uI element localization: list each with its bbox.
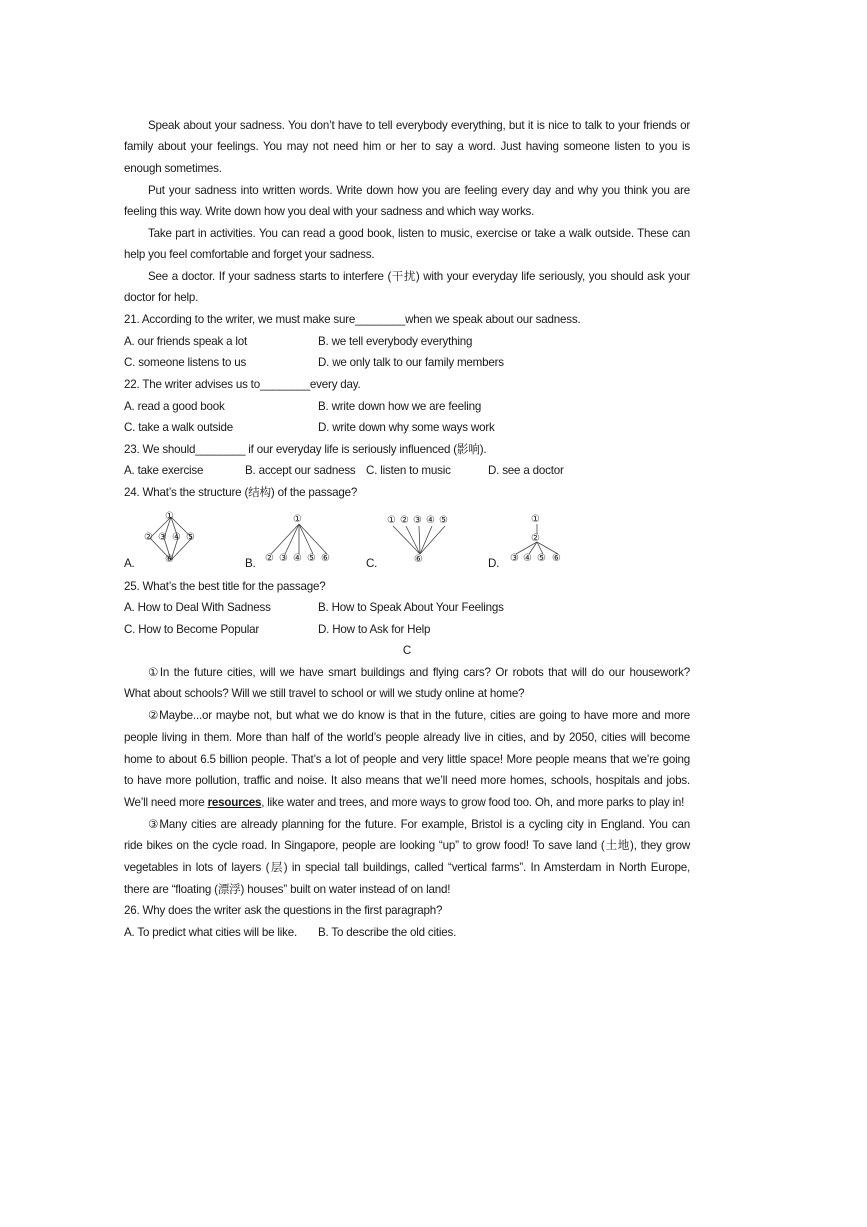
q21-option-a[interactable]: A. our friends speak a lot — [124, 335, 248, 348]
q26-stem: 26. Why does the writer ask the questions in the first paragraph? — [124, 904, 443, 917]
para-b3-line2: help you feel comfortable and forget your sadness. — [124, 248, 375, 261]
q23-stem: 23. We should________ if our everyday life is seriously influenced (影响). — [124, 443, 487, 456]
q24-option-b[interactable]: B. — [245, 557, 256, 570]
structure-diagram-c — [384, 510, 458, 568]
para-c2-line1: ②Maybe...or maybe not, but what we do know is that in the future, cities are going to have more and more — [148, 709, 690, 722]
q25-option-d[interactable]: D. How to Ask for Help — [318, 623, 431, 636]
q23-option-a[interactable]: A. take exercise — [124, 464, 204, 477]
node-1-label: ① — [165, 511, 174, 522]
node-3-label: ③ — [510, 553, 519, 564]
q24-option-d[interactable]: D. — [488, 557, 500, 570]
q25-option-b[interactable]: B. How to Speak About Your Feelings — [318, 601, 504, 614]
node-3-label: ③ — [279, 553, 288, 564]
node-6-label: ⑥ — [321, 553, 330, 564]
q23-option-b[interactable]: B. accept our sadness — [245, 464, 356, 477]
structure-diagram-b — [260, 510, 338, 568]
node-6-label: ⑥ — [165, 554, 174, 565]
q21-option-b[interactable]: B. we tell everybody everything — [318, 335, 473, 348]
para-c2-line3: home to about 6.5 billion people. That’s a lot of people and very little space! More people means that we’re going — [124, 753, 690, 766]
node-2-label: ② — [400, 515, 409, 526]
keyword-resources: resources — [207, 796, 262, 809]
para-c2-line5 — [124, 795, 690, 811]
node-2-label: ② — [144, 532, 153, 543]
q21-stem: 21. According to the writer, we must make sure________when we speak about our sadness. — [124, 313, 581, 326]
q25-option-c[interactable]: C. How to Become Popular — [124, 623, 260, 636]
node-3-label: ③ — [158, 532, 167, 543]
para-b1-line1: Speak about your sadness. You don’t have to tell everybody everything, but it is nice to talk to your friends or — [148, 119, 690, 132]
q21-option-d[interactable]: D. we only talk to our family members — [318, 356, 504, 369]
section-c-heading: C — [402, 644, 412, 657]
para-c3-line2: ride bikes on the cycle road. In Singapore, people are looking “up” to grow food! To save land (土地), they grow — [124, 839, 690, 852]
node-6-label: ⑥ — [414, 554, 423, 565]
para-c2-line5-end: , like water and trees, and more ways to grow food too. Oh, and more parks to play in! — [261, 796, 685, 809]
para-c2-line2: people living in them. More than half of the world’s people already live in cities, and by 2050, cities will become — [124, 731, 690, 744]
node-5-label: ⑤ — [186, 532, 195, 543]
node-5-label: ⑤ — [439, 515, 448, 526]
structure-diagram-a — [138, 507, 204, 569]
para-b2-line1: Put your sadness into written words. Write down how you are feeling every day and why you think you are — [148, 184, 690, 197]
para-b4-line2: doctor for help. — [124, 291, 199, 304]
para-b4-line1: See a doctor. If your sadness starts to interfere (干扰) with your everyday life seriously, you should ask your — [148, 270, 690, 283]
q23-option-d[interactable]: D. see a doctor — [488, 464, 564, 477]
node-6-label: ⑥ — [552, 553, 561, 564]
node-1-label: ① — [531, 514, 540, 525]
para-c2-line5-start: We’ll need more — [124, 796, 208, 809]
q21-option-c[interactable]: C. someone listens to us — [124, 356, 247, 369]
para-b1-line3: enough sometimes. — [124, 162, 222, 175]
q26-option-b[interactable]: B. To describe the old cities. — [318, 926, 457, 939]
para-c3-line4: there are “floating (漂浮) houses” built on water instead of on land! — [124, 883, 451, 896]
q26-option-a[interactable]: A. To predict what cities will be like. — [124, 926, 298, 939]
node-5-label: ⑤ — [537, 553, 546, 564]
node-1-label: ① — [387, 515, 396, 526]
q22-stem: 22. The writer advises us to________every day. — [124, 378, 361, 391]
structure-diagram-d — [506, 510, 572, 568]
node-2-label: ② — [531, 533, 540, 544]
q24-option-a[interactable]: A. — [124, 557, 135, 570]
q25-stem: 25. What’s the best title for the passage? — [124, 580, 326, 593]
node-5-label: ⑤ — [307, 553, 316, 564]
node-3-label: ③ — [413, 515, 422, 526]
q22-option-c[interactable]: C. take a walk outside — [124, 421, 234, 434]
para-c2-line4: to have more pollution, traffic and noise. It also means that we’ll need more homes, schools, hospitals and jobs. — [124, 774, 690, 787]
para-c1-line2: What about schools? Will we still travel to school or will we study online at home? — [124, 687, 525, 700]
q22-option-d[interactable]: D. write down why some ways work — [318, 421, 495, 434]
q22-option-b[interactable]: B. write down how we are feeling — [318, 400, 482, 413]
node-4-label: ④ — [293, 553, 302, 564]
q23-option-c[interactable]: C. listen to music — [366, 464, 451, 477]
node-2-label: ② — [265, 553, 274, 564]
node-4-label: ④ — [172, 532, 181, 543]
node-1-label: ① — [293, 514, 302, 525]
para-b3-line1: Take part in activities. You can read a good book, listen to music, exercise or take a walk outside. These can — [148, 227, 690, 240]
q25-option-a[interactable]: A. How to Deal With Sadness — [124, 601, 271, 614]
q22-option-a[interactable]: A. read a good book — [124, 400, 225, 413]
para-b2-line2: feeling this way. Write down how you deal with your sadness and which way works. — [124, 205, 535, 218]
node-4-label: ④ — [523, 553, 532, 564]
para-b1-line2: family about your feelings. You may not need him or her to say a word. Just having someone listen to you is — [124, 140, 690, 153]
para-c3-line3: vegetables in lots of layers (层) in special tall buildings, called “vertical farms”. In Amsterdam in North Europe, — [124, 861, 690, 874]
para-c3-line1: ③Many cities are already planning for the future. For example, Bristol is a cycling city in England. You can — [148, 818, 690, 831]
q24-stem: 24. What’s the structure (结构) of the passage? — [124, 486, 358, 499]
para-c1-line1: ①In the future cities, will we have smart buildings and flying cars? Or robots that will do our housework? — [148, 666, 690, 679]
q24-option-c[interactable]: C. — [366, 557, 378, 570]
node-4-label: ④ — [426, 515, 435, 526]
